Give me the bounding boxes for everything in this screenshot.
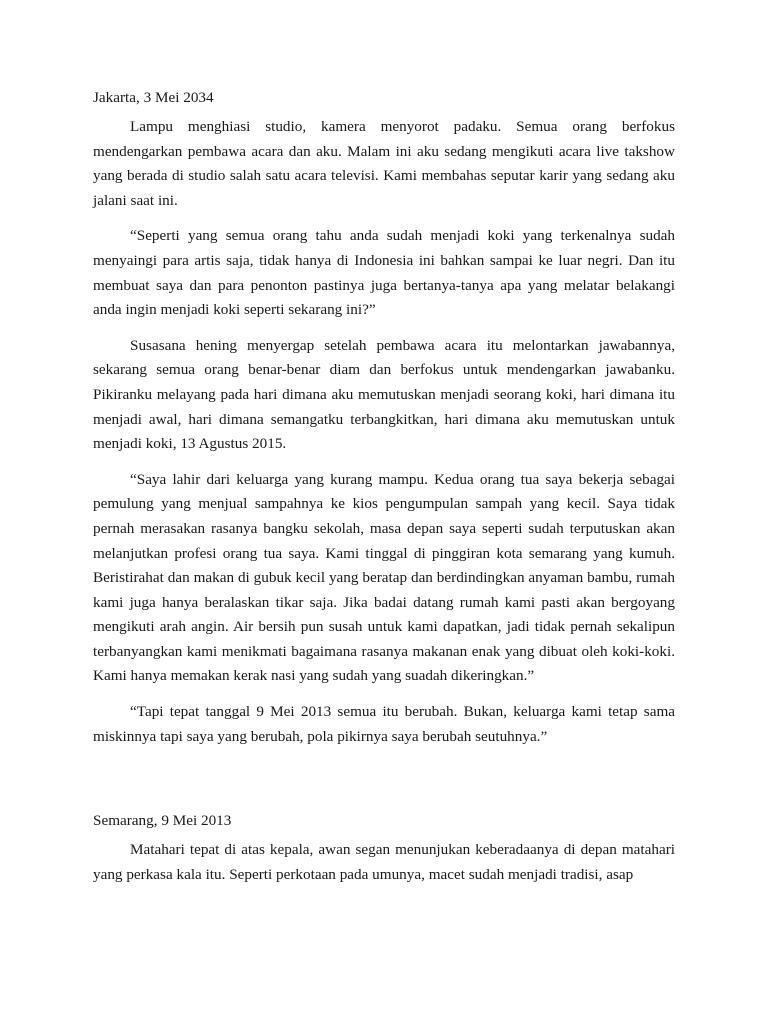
section-heading-semarang: Semarang, 9 Mei 2013: [93, 812, 232, 830]
section-heading-jakarta: Jakarta, 3 Mei 2034: [93, 89, 214, 106]
paragraph: “Saya lahir dari keluarga yang kurang mampu. Kedua orang tua saya bekerja sebagai pemulung yang menjual sampahnya ke kios pengumpulan sampah yang kecil. Saya tidak pernah merasakan rasanya bangku sekolah, masa depan saya seperti sudah terputuskan akan melanjutkan profesi orang tua saya. Kami tinggal di pinggiran kota semarang yang kumuh. Beristirahat dan makan di gubuk kecil yang beratap dan berdindingkan anyaman bambu, rumah kami juga hanya beralaskan tikar saja. Jika badai datang rumah kami pasti akan bergoyang mengikuti arah angin. Air bersih pun susah untuk kami dapatkan, jadi tidak pernah sekalipun terbanyangkan kami menikmati bagaimana rasanya makanan enak yang dibuat oleh koki-koki. Kami hanya memakan kerak nasi yang sudah yang suadah dikeringkan.”: [93, 470, 675, 685]
document-body: [93, 86, 675, 887]
paragraph: Susasana hening menyergap setelah pembawa acara itu melontarkan jawabannya, sekarang semua orang benar-benar diam dan berfokus untuk mendengarkan jawabanku. Pikiranku melayang pada hari dimana aku memutuskan menjadi seorang koki, hari dimana itu menjadi awal, hari dimana semangatku terbangkitkan, hari dimana aku memutuskan untuk menjadi koki, 13 Agustus 2015.: [93, 336, 675, 453]
paragraph: “Tapi tepat tanggal 9 Mei 2013 semua itu berubah. Bukan, keluarga kami tetap sama miskinnya tapi saya yang berubah, pola pikirnya saya berubah seutuhnya.”: [93, 703, 675, 745]
paragraph: Matahari tepat di atas kepala, awan segan menunjukan keberadaanya di depan matahari yang perkasa kala itu. Seperti perkotaan pada umunya, macet sudah menjadi tradisi, asap: [93, 841, 675, 883]
paragraph: Lampu menghiasi studio, kamera menyorot padaku. Semua orang berfokus mendengarkan pembawa acara dan aku. Malam ini aku sedang mengikuti acara live takshow yang berada di studio salah satu acara televisi. Kami membahas seputar karir yang sedang aku jalani saat ini.: [93, 118, 675, 209]
paragraph: “Seperti yang semua orang tahu anda sudah menjadi koki yang terkenalnya sudah menyaingi para artis saja, tidak hanya di Indonesia ini bahkan sampai ke luar negri. Dan itu membuat saya dan para penonton pastinya juga bertanya-tanya apa yang melatar belakangi anda ingin menjadi koki seperti sekarang ini?”: [93, 227, 675, 319]
